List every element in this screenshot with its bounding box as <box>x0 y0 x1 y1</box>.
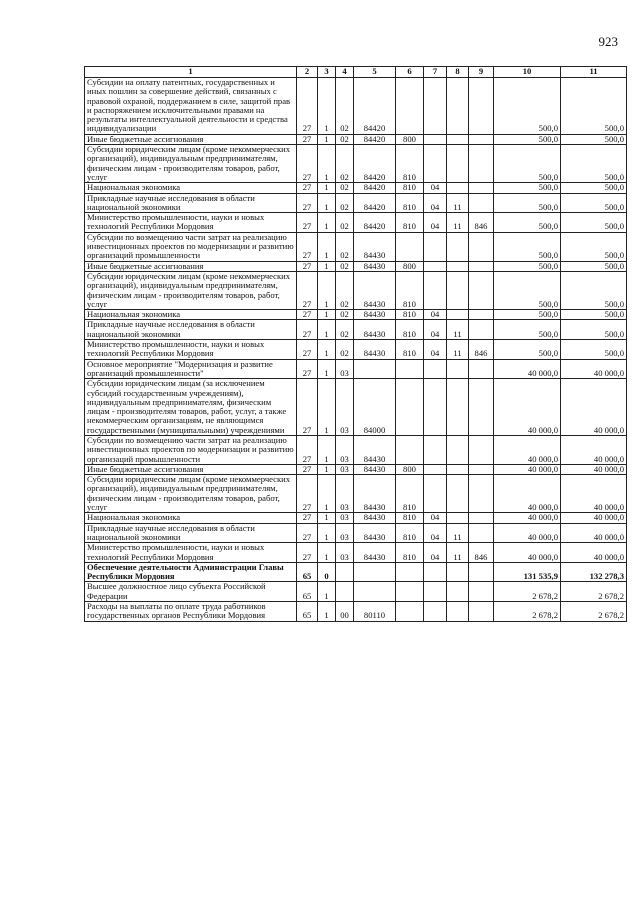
table-row <box>85 213 627 233</box>
table-cell: 40 000,0 <box>494 543 561 563</box>
table-cell: 1 <box>318 271 336 309</box>
table-cell <box>469 562 494 582</box>
table-cell <box>469 78 494 135</box>
table-cell: 500,0 <box>561 232 627 261</box>
table-cell: 27 <box>297 435 318 464</box>
table-cell: 40 000,0 <box>561 435 627 464</box>
table-cell: 11 <box>447 340 469 360</box>
table-row <box>85 232 627 261</box>
row-description: Министерство промышленности, науки и новых технологий Республики Мордовия <box>85 543 297 563</box>
table-cell <box>447 359 469 379</box>
row-description: Национальная экономика <box>85 183 297 193</box>
table-cell: 500,0 <box>494 340 561 360</box>
table-cell: 27 <box>297 213 318 233</box>
table-cell: 02 <box>336 310 354 320</box>
table-cell <box>396 562 424 582</box>
table-cell: 84430 <box>354 513 396 523</box>
table-cell: 84420 <box>354 183 396 193</box>
row-description: Иные бюджетные ассигнования <box>85 261 297 271</box>
table-cell: 500,0 <box>561 310 627 320</box>
table-cell: 27 <box>297 475 318 513</box>
table-cell: 27 <box>297 359 318 379</box>
col-header: 11 <box>561 67 627 78</box>
table-row <box>85 523 627 543</box>
table-cell: 800 <box>396 261 424 271</box>
table-cell: 04 <box>424 513 447 523</box>
table-cell: 27 <box>297 78 318 135</box>
table-cell: 27 <box>297 261 318 271</box>
table-cell: 132 278,3 <box>561 562 627 582</box>
table-cell <box>447 513 469 523</box>
table-cell: 02 <box>336 232 354 261</box>
table-cell: 40 000,0 <box>561 513 627 523</box>
table-row <box>85 582 627 602</box>
table-cell: 11 <box>447 213 469 233</box>
table-cell <box>396 232 424 261</box>
table-cell: 03 <box>336 543 354 563</box>
table-cell: 27 <box>297 271 318 309</box>
table-cell: 1 <box>318 213 336 233</box>
table-cell: 500,0 <box>494 310 561 320</box>
table-cell: 80110 <box>354 602 396 622</box>
table-cell <box>469 310 494 320</box>
table-cell: 27 <box>297 340 318 360</box>
table-cell: 500,0 <box>494 78 561 135</box>
row-description: Субсидии на оплату патентных, государственных и иных пошлин за совершение действий, связанных с правовой охраной, поддержанием в силе, защитой прав и распоряжением исключительными правами на результаты интеллектуальной деятельности и средства индивидуализации <box>85 78 297 135</box>
table-cell: 846 <box>469 213 494 233</box>
table-cell: 800 <box>396 464 424 474</box>
table-cell: 1 <box>318 379 336 436</box>
table-cell: 1 <box>318 543 336 563</box>
table-row <box>85 513 627 523</box>
table-cell: 500,0 <box>561 193 627 213</box>
table-row <box>85 78 627 135</box>
table-row <box>85 134 627 144</box>
row-description: Субсидии юридическим лицам (кроме некоммерческих организаций), индивидуальным предпринимателям, физическим лицам - производителям товаров, работ, услуг <box>85 475 297 513</box>
table-row <box>85 475 627 513</box>
table-cell: 1 <box>318 232 336 261</box>
table-cell: 02 <box>336 213 354 233</box>
table-cell: 02 <box>336 193 354 213</box>
table-cell: 27 <box>297 193 318 213</box>
table-cell <box>447 145 469 183</box>
table-row <box>85 359 627 379</box>
table-cell <box>447 232 469 261</box>
table-cell: 1 <box>318 183 336 193</box>
table-cell <box>469 271 494 309</box>
col-header: 9 <box>469 67 494 78</box>
table-cell: 810 <box>396 543 424 563</box>
row-description: Субсидии юридическим лицам (кроме некоммерческих организаций), индивидуальным предпринимателям, физическим лицам - производителям товаров, работ, услуг <box>85 145 297 183</box>
row-description: Министерство промышленности, науки и новых технологий Республики Мордовия <box>85 213 297 233</box>
table-cell: 40 000,0 <box>561 464 627 474</box>
table-cell: 04 <box>424 320 447 340</box>
table-cell <box>424 232 447 261</box>
table-cell: 500,0 <box>561 213 627 233</box>
table-cell: 04 <box>424 523 447 543</box>
table-cell: 84430 <box>354 320 396 340</box>
table-cell: 84430 <box>354 543 396 563</box>
table-cell: 84430 <box>354 464 396 474</box>
table-header-row <box>85 67 627 78</box>
table-cell: 04 <box>424 340 447 360</box>
row-description: Национальная экономика <box>85 513 297 523</box>
table-cell: 1 <box>318 145 336 183</box>
table-cell: 65 <box>297 582 318 602</box>
table-cell <box>424 562 447 582</box>
table-cell <box>447 464 469 474</box>
table-cell <box>424 435 447 464</box>
table-cell <box>354 359 396 379</box>
table-cell: 1 <box>318 320 336 340</box>
table-cell <box>469 261 494 271</box>
table-cell: 04 <box>424 183 447 193</box>
table-cell: 40 000,0 <box>561 523 627 543</box>
table-row <box>85 183 627 193</box>
table-cell <box>336 562 354 582</box>
table-cell: 500,0 <box>494 183 561 193</box>
table-cell: 02 <box>336 183 354 193</box>
table-cell: 02 <box>336 145 354 183</box>
row-description: Прикладные научные исследования в области национальной экономики <box>85 523 297 543</box>
table-cell: 810 <box>396 271 424 309</box>
table-cell: 1 <box>318 602 336 622</box>
table-cell: 65 <box>297 602 318 622</box>
table-cell: 846 <box>469 340 494 360</box>
table-cell: 500,0 <box>494 232 561 261</box>
table-row <box>85 271 627 309</box>
table-cell: 40 000,0 <box>494 464 561 474</box>
table-cell <box>469 464 494 474</box>
table-cell <box>424 359 447 379</box>
table-cell: 500,0 <box>494 271 561 309</box>
table-cell: 500,0 <box>494 320 561 340</box>
table-cell <box>354 562 396 582</box>
table-cell: 11 <box>447 193 469 213</box>
table-cell: 500,0 <box>494 193 561 213</box>
table-cell: 40 000,0 <box>561 543 627 563</box>
table-cell <box>447 562 469 582</box>
table-cell <box>354 582 396 602</box>
table-cell: 27 <box>297 523 318 543</box>
table-cell: 03 <box>336 513 354 523</box>
table-cell: 500,0 <box>494 261 561 271</box>
table-cell: 84430 <box>354 340 396 360</box>
table-cell <box>469 523 494 543</box>
table-cell <box>424 602 447 622</box>
table-cell <box>424 475 447 513</box>
table-cell: 84430 <box>354 232 396 261</box>
table-cell: 500,0 <box>561 78 627 135</box>
table-cell <box>447 134 469 144</box>
table-cell: 1 <box>318 435 336 464</box>
table-cell: 02 <box>336 261 354 271</box>
table-cell: 65 <box>297 562 318 582</box>
table-cell: 27 <box>297 232 318 261</box>
table-cell: 810 <box>396 320 424 340</box>
table-cell <box>447 435 469 464</box>
table-cell: 810 <box>396 310 424 320</box>
table-row <box>85 310 627 320</box>
col-header: 6 <box>396 67 424 78</box>
table-cell: 810 <box>396 183 424 193</box>
col-header: 4 <box>336 67 354 78</box>
table-cell: 810 <box>396 475 424 513</box>
row-description: Обеспечение деятельности Администрации Главы Республики Мордовия <box>85 562 297 582</box>
table-cell <box>447 379 469 436</box>
table-cell: 04 <box>424 310 447 320</box>
table-cell <box>424 379 447 436</box>
table-cell: 84420 <box>354 78 396 135</box>
table-cell: 1 <box>318 340 336 360</box>
table-row <box>85 543 627 563</box>
table-cell: 11 <box>447 320 469 340</box>
table-cell: 1 <box>318 193 336 213</box>
table-row <box>85 379 627 436</box>
table-cell: 40 000,0 <box>561 379 627 436</box>
table-cell: 84420 <box>354 134 396 144</box>
table-cell <box>396 379 424 436</box>
table-cell: 846 <box>469 543 494 563</box>
table-cell <box>396 359 424 379</box>
table-cell: 27 <box>297 310 318 320</box>
table-row <box>85 562 627 582</box>
table-cell: 40 000,0 <box>494 435 561 464</box>
table-cell: 1 <box>318 310 336 320</box>
table-cell: 500,0 <box>561 320 627 340</box>
row-description: Прикладные научные исследования в области национальной экономики <box>85 320 297 340</box>
table-cell: 1 <box>318 261 336 271</box>
table-cell: 27 <box>297 379 318 436</box>
table-cell: 0 <box>318 562 336 582</box>
table-cell: 84430 <box>354 271 396 309</box>
table-cell: 1 <box>318 78 336 135</box>
table-cell: 03 <box>336 359 354 379</box>
table-cell: 810 <box>396 213 424 233</box>
table-cell: 04 <box>424 213 447 233</box>
table-cell: 84000 <box>354 379 396 436</box>
table-cell <box>396 78 424 135</box>
table-cell: 500,0 <box>494 213 561 233</box>
col-header: 8 <box>447 67 469 78</box>
table-cell: 1 <box>318 523 336 543</box>
page-number: 923 <box>598 34 618 49</box>
table-cell: 02 <box>336 320 354 340</box>
table-cell: 131 535,9 <box>494 562 561 582</box>
table-cell <box>447 475 469 513</box>
table-cell: 2 678,2 <box>561 602 627 622</box>
row-description: Субсидии по возмещению части затрат на реализацию инвестиционных проектов по модернизации и развитию организаций промышленности <box>85 435 297 464</box>
table-cell: 27 <box>297 464 318 474</box>
table-cell: 03 <box>336 464 354 474</box>
table-cell: 2 678,2 <box>561 582 627 602</box>
table-cell: 03 <box>336 435 354 464</box>
row-description: Министерство промышленности, науки и новых технологий Республики Мордовия <box>85 340 297 360</box>
table-cell: 03 <box>336 379 354 436</box>
table-cell: 27 <box>297 513 318 523</box>
table-cell <box>424 134 447 144</box>
table-cell: 84430 <box>354 475 396 513</box>
col-header: 7 <box>424 67 447 78</box>
col-header: 1 <box>85 67 297 78</box>
table-cell: 500,0 <box>561 340 627 360</box>
table-cell <box>396 602 424 622</box>
table-cell: 1 <box>318 475 336 513</box>
table-cell <box>396 582 424 602</box>
table-cell: 40 000,0 <box>494 523 561 543</box>
table-cell: 40 000,0 <box>494 513 561 523</box>
table-body <box>85 78 627 622</box>
row-description: Субсидии юридическим лицам (кроме некоммерческих организаций), индивидуальным предпринимателям, физическим лицам - производителям товаров, работ, услуг <box>85 271 297 309</box>
table-cell: 11 <box>447 543 469 563</box>
table-row <box>85 435 627 464</box>
table-cell <box>424 464 447 474</box>
table-cell: 84430 <box>354 435 396 464</box>
table-cell: 40 000,0 <box>494 475 561 513</box>
table-cell <box>447 582 469 602</box>
col-header: 5 <box>354 67 396 78</box>
table-row <box>85 193 627 213</box>
table-cell: 02 <box>336 340 354 360</box>
row-description: Иные бюджетные ассигнования <box>85 464 297 474</box>
table-cell: 84420 <box>354 213 396 233</box>
table-cell: 500,0 <box>561 145 627 183</box>
table-cell: 27 <box>297 543 318 563</box>
table-cell: 810 <box>396 340 424 360</box>
table-cell <box>469 145 494 183</box>
table-cell <box>469 359 494 379</box>
table-cell: 2 678,2 <box>494 582 561 602</box>
table-cell: 03 <box>336 523 354 543</box>
table-cell <box>469 513 494 523</box>
table-cell: 11 <box>447 523 469 543</box>
table-cell: 27 <box>297 320 318 340</box>
table-cell: 1 <box>318 464 336 474</box>
table-cell <box>447 78 469 135</box>
table-cell: 84430 <box>354 523 396 543</box>
table-cell: 500,0 <box>561 261 627 271</box>
table-cell: 03 <box>336 475 354 513</box>
table-row <box>85 464 627 474</box>
table-cell: 02 <box>336 78 354 135</box>
table-cell: 27 <box>297 145 318 183</box>
table-cell: 1 <box>318 582 336 602</box>
table-cell <box>424 261 447 271</box>
table-cell <box>447 271 469 309</box>
table-cell <box>469 183 494 193</box>
table-cell: 810 <box>396 145 424 183</box>
table-cell: 04 <box>424 543 447 563</box>
table-row <box>85 602 627 622</box>
col-header: 3 <box>318 67 336 78</box>
table-cell: 810 <box>396 513 424 523</box>
table-cell: 27 <box>297 134 318 144</box>
col-header: 2 <box>297 67 318 78</box>
table-cell: 500,0 <box>494 145 561 183</box>
table-cell: 40 000,0 <box>494 359 561 379</box>
table-cell <box>447 310 469 320</box>
table-cell: 2 678,2 <box>494 602 561 622</box>
table-cell: 500,0 <box>494 134 561 144</box>
row-description: Основное мероприятие "Модернизация и развитие организаций промышленности" <box>85 359 297 379</box>
table-cell <box>336 582 354 602</box>
table-cell: 500,0 <box>561 183 627 193</box>
table-cell: 500,0 <box>561 271 627 309</box>
table-cell <box>424 582 447 602</box>
table-cell <box>447 602 469 622</box>
table-row <box>85 320 627 340</box>
table-cell <box>447 183 469 193</box>
table-cell: 810 <box>396 193 424 213</box>
table-cell: 1 <box>318 359 336 379</box>
table-cell: 27 <box>297 183 318 193</box>
row-description: Высшее должностное лицо субъекта Российской Федерации <box>85 582 297 602</box>
table-row <box>85 340 627 360</box>
table-cell <box>469 232 494 261</box>
table-cell: 04 <box>424 193 447 213</box>
table-cell: 1 <box>318 513 336 523</box>
table-cell <box>469 435 494 464</box>
table-cell: 84420 <box>354 193 396 213</box>
table-row <box>85 145 627 183</box>
table-cell <box>469 320 494 340</box>
table-cell: 84420 <box>354 145 396 183</box>
table-cell <box>447 261 469 271</box>
table-cell: 02 <box>336 134 354 144</box>
table-row <box>85 261 627 271</box>
table-cell: 810 <box>396 523 424 543</box>
table-cell: 02 <box>336 271 354 309</box>
table-cell <box>424 78 447 135</box>
table-cell: 500,0 <box>561 134 627 144</box>
table-cell: 00 <box>336 602 354 622</box>
row-description: Иные бюджетные ассигнования <box>85 134 297 144</box>
table-cell: 84430 <box>354 310 396 320</box>
table-cell <box>424 145 447 183</box>
table-cell <box>469 582 494 602</box>
table-cell <box>469 193 494 213</box>
table-cell: 40 000,0 <box>494 379 561 436</box>
table-cell <box>469 379 494 436</box>
row-description: Национальная экономика <box>85 310 297 320</box>
table-cell: 40 000,0 <box>561 475 627 513</box>
row-description: Субсидии юридическим лицам (за исключением субсидий государственным учреждениям), индивидуальным предпринимателям, физическим лицам - производителям товаров, работ, услуг, а также некоммерческим организациям, не являющимся государственными (муниципальными) учреждениями <box>85 379 297 436</box>
table-cell <box>396 435 424 464</box>
row-description: Расходы на выплаты по оплате труда работников государственных органов Республики Мордовия <box>85 602 297 622</box>
table-cell <box>469 134 494 144</box>
table-cell <box>424 271 447 309</box>
table-cell <box>469 475 494 513</box>
table-cell: 1 <box>318 134 336 144</box>
table-cell: 84430 <box>354 261 396 271</box>
budget-table <box>84 66 627 622</box>
col-header: 10 <box>494 67 561 78</box>
table-cell: 40 000,0 <box>561 359 627 379</box>
table-cell <box>469 602 494 622</box>
row-description: Прикладные научные исследования в области национальной экономики <box>85 193 297 213</box>
row-description: Субсидии по возмещению части затрат на реализацию инвестиционных проектов по модернизации и развитию организаций промышленности <box>85 232 297 261</box>
table-cell: 800 <box>396 134 424 144</box>
